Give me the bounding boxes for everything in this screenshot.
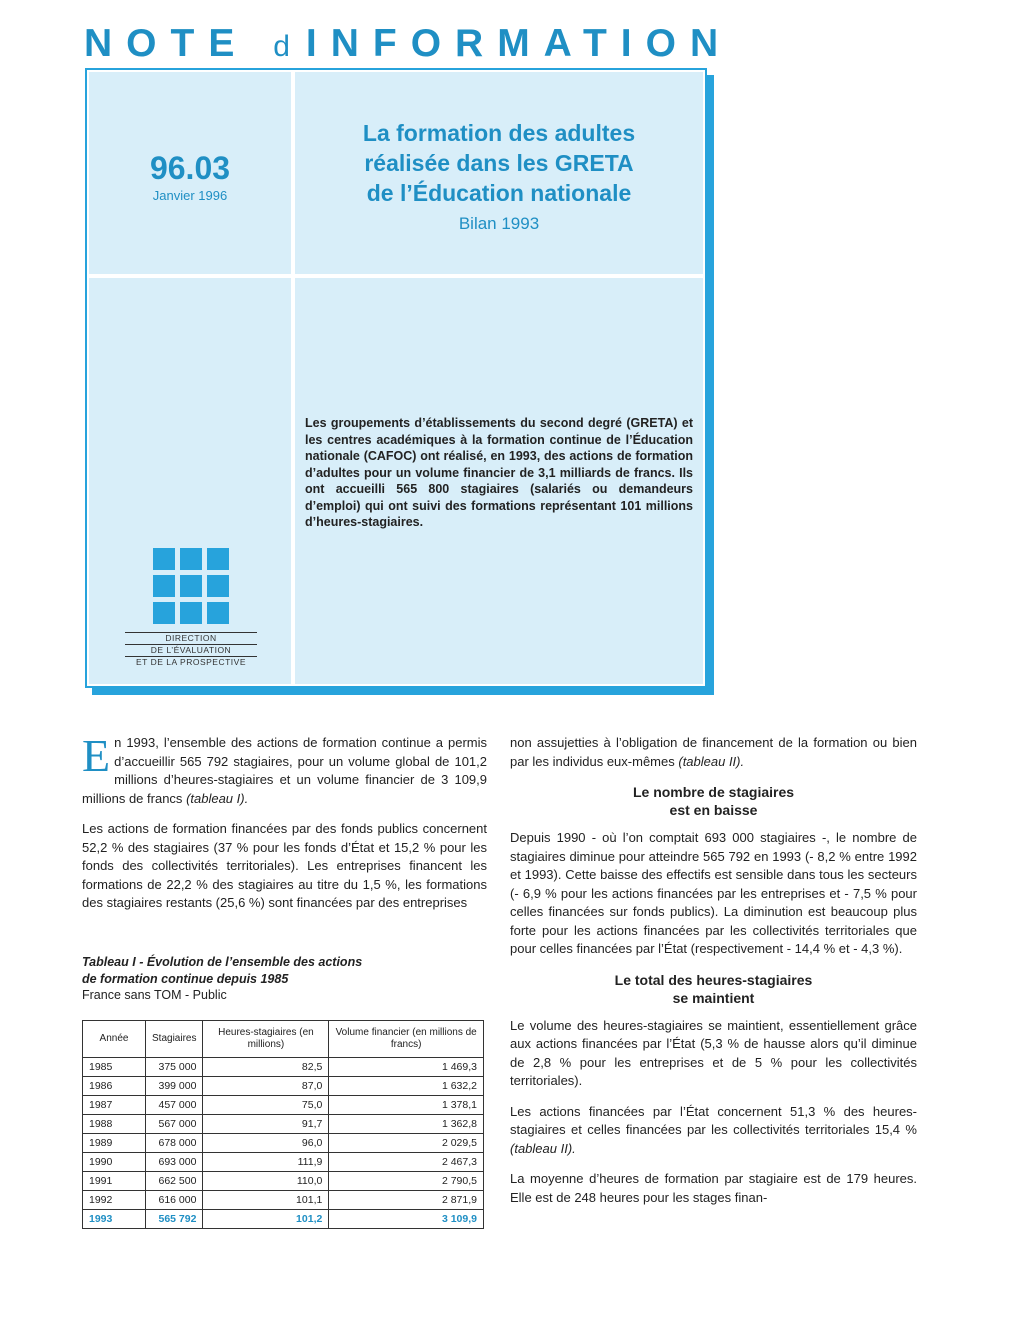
logo-line: DIRECTION <box>125 632 257 644</box>
cell: 457 000 <box>146 1096 203 1115</box>
table-row <box>83 1153 484 1172</box>
cell: 1985 <box>83 1058 146 1077</box>
dep-logo-icon <box>153 548 229 624</box>
cell: 565 792 <box>146 1210 203 1229</box>
table-caption <box>82 954 502 1004</box>
cell: 2 467,3 <box>329 1153 484 1172</box>
cell: 101,1 <box>203 1191 329 1210</box>
cover-box <box>85 68 707 688</box>
paragraph-text: n 1993, l’ensemble des actions de formation continue a permis d’accueillir 565 792 stagiaires, pour un volume global de 101,2 millions d’heures-stagiaires et un volume financier de 3 109,9 millions de francs <box>82 735 487 806</box>
abstract: Les groupements d’établissements du second degré (GRETA) et les centres académiques à la formation continue de l’Éducation nationale (CAFOC) ont réalisé, en 1993, des actions de formation d’adultes pour un volume financier de 3,1 milliards de francs. Ils ont accueilli 565 800 stagiaires (salariés ou demandeurs d’emploi) qui ont suivi des formations représentant 101 millions d’heures-stagiaires. <box>305 416 693 529</box>
cell: 3 109,9 <box>329 1210 484 1229</box>
title-line: La formation des adultes <box>362 120 636 146</box>
cell: 1 362,8 <box>329 1115 484 1134</box>
paragraph: La moyenne d’heures de formation par stagiaire est de 179 heures. Elle est de 248 heures pour les stages finan- <box>510 1171 917 1205</box>
heading-line: Le nombre de stagiaires <box>632 784 795 800</box>
cell: 101,2 <box>203 1210 329 1229</box>
cell: 87,0 <box>203 1077 329 1096</box>
document-title <box>295 118 703 208</box>
masthead-note: NOTE <box>84 22 249 65</box>
cell: 96,0 <box>203 1134 329 1153</box>
cell: 1987 <box>83 1096 146 1115</box>
table-reference: (tableau I). <box>186 790 249 806</box>
masthead-information: INFORMATION <box>305 22 733 65</box>
logo-line: DE L’ÉVALUATION <box>125 644 257 656</box>
header-volume: Volume financier (en millions de francs) <box>329 1021 484 1058</box>
cell: 1992 <box>83 1191 146 1210</box>
cell: 2 790,5 <box>329 1172 484 1191</box>
cell: 1986 <box>83 1077 146 1096</box>
caption-line: de formation continue depuis 1985 <box>82 971 289 986</box>
logo-caption <box>125 632 257 668</box>
cell: 375 000 <box>146 1058 203 1077</box>
issue-date: Janvier 1996 <box>152 188 228 203</box>
cell: 1990 <box>83 1153 146 1172</box>
cell: 91,7 <box>203 1115 329 1134</box>
title-line: réalisée dans les GRETA <box>364 150 634 176</box>
cell: 1 632,2 <box>329 1077 484 1096</box>
cell: 693 000 <box>146 1153 203 1172</box>
cell: 1993 <box>83 1210 146 1229</box>
heading-line: Le total des heures-stagiaires <box>614 971 813 988</box>
table-reference: (tableau II). <box>510 1140 576 1156</box>
left-column <box>82 730 487 925</box>
table-row <box>83 1191 484 1210</box>
caption-line: Tableau I - Évolution de l’ensemble des actions <box>82 955 363 969</box>
cell: 1988 <box>83 1115 146 1134</box>
paragraph: Depuis 1990 - où l’on comptait 693 000 stagiaires -, le nombre de stagiaires diminue pour atteindre 565 792 en 1993 (- 8,2 % entre 1992 et 1993). Cette baisse des effectifs est sensible dans tous les secteurs (- 6,9 % pour les actions financées par les entreprises et - 7,5 % pour celles financées sur fonds publics). La diminution est beaucoup plus forte pour les actions financées par les collectivités territoriales que pour celles financées par l’État (respectivement - 14,4 % et - 4,3 %). <box>510 830 917 956</box>
header-heures: Heures-stagiaires (en millions) <box>203 1021 329 1058</box>
table-row <box>83 1096 484 1115</box>
cell: 1 378,1 <box>329 1096 484 1115</box>
section-heading <box>510 783 917 819</box>
paragraph <box>82 730 487 808</box>
paragraph: Les actions de formation financées par des fonds publics concernent 52,2 % des stagiaires (37 % pour les fonds d’État et 15,2 % pour les fonds des collectivités territoriales). Les entreprises financent les formations de 22,2 % des stagiaires au titre du 1,5 %, les formations des stagiaires restants (25,6 %) sont financées par des entreprises <box>82 821 487 910</box>
cell: 2 029,5 <box>329 1134 484 1153</box>
cell: 616 000 <box>146 1191 203 1210</box>
cell: 111,9 <box>203 1153 329 1172</box>
drop-cap: E <box>82 730 111 781</box>
logo-line: ET DE LA PROSPECTIVE <box>125 656 257 668</box>
heading-line: se maintient <box>672 989 755 1006</box>
paragraph-text: non assujetties à l’obligation de financement de la formation ou bien par les individus eux-mêmes <box>510 735 917 769</box>
title-line: de l’Éducation nationale <box>366 180 632 206</box>
cell: 662 500 <box>146 1172 203 1191</box>
caption-source: France sans TOM - Public <box>82 988 227 1002</box>
cell: 75,0 <box>203 1096 329 1115</box>
masthead-d: d <box>273 30 292 63</box>
paragraph <box>510 734 917 771</box>
section-heading <box>510 971 917 1007</box>
paragraph <box>510 1103 917 1159</box>
cell: 1989 <box>83 1134 146 1153</box>
paragraph-text: Les actions financées par l’État concernent 51,3 % des heures-stagiaires et celles financées par les collectivités territoriales 15,4 % <box>510 1103 917 1137</box>
cell: 567 000 <box>146 1115 203 1134</box>
table-row <box>83 1172 484 1191</box>
table-row-highlight <box>83 1210 484 1229</box>
cell: 110,0 <box>203 1172 329 1191</box>
table-row <box>83 1134 484 1153</box>
cell: 399 000 <box>146 1077 203 1096</box>
heading-line: est en baisse <box>669 802 758 818</box>
document-subtitle: Bilan 1993 <box>458 214 540 233</box>
paragraph: Le volume des heures-stagiaires se maintient, essentiellement grâce aux actions financées par l’État (5,3 % de hausse alors qu’il diminue de 2,8 % pour les entreprises et de 5 % pour les collectivités territoriales). <box>510 1017 917 1088</box>
table-row <box>83 1077 484 1096</box>
table-header-row <box>83 1021 484 1058</box>
cell: 678 000 <box>146 1134 203 1153</box>
table-row <box>83 1058 484 1077</box>
header-stagiaires: Stagiaires <box>146 1021 203 1058</box>
issue-number: 96.03 <box>149 150 231 186</box>
header-annee: Année <box>83 1021 146 1058</box>
cell: 1 469,3 <box>329 1058 484 1077</box>
masthead <box>84 22 732 66</box>
data-table <box>82 1020 484 1229</box>
cell: 1991 <box>83 1172 146 1191</box>
right-column <box>510 734 917 1219</box>
cell: 82,5 <box>203 1058 329 1077</box>
cell: 2 871,9 <box>329 1191 484 1210</box>
table-row <box>83 1115 484 1134</box>
table-reference: (tableau II). <box>678 753 745 769</box>
